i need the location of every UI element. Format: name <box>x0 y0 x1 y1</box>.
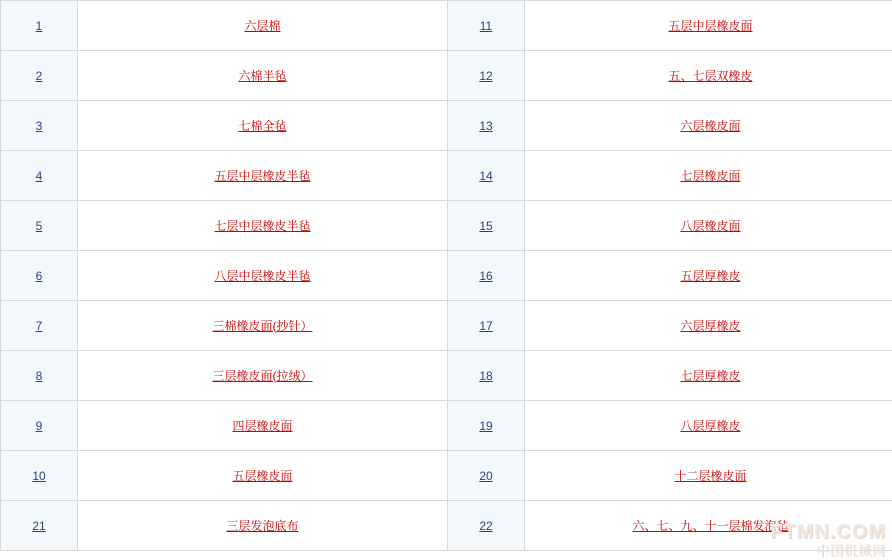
row-number-link[interactable]: 7 <box>35 318 43 333</box>
product-name-link[interactable]: 三层橡皮面(拉绒） <box>212 368 313 383</box>
product-name-link[interactable]: 五、七层双橡皮 <box>668 68 753 83</box>
product-name-link[interactable]: 七层中层橡皮半毡 <box>214 218 311 233</box>
row-number-link[interactable]: 2 <box>35 68 43 83</box>
row-number-link[interactable]: 12 <box>479 68 493 83</box>
watermark-site-name: 中国机械网 <box>815 543 886 558</box>
row-number-cell[interactable] <box>1 51 78 101</box>
product-name-link[interactable]: 六层橡皮面 <box>680 118 741 133</box>
row-number-link[interactable]: 14 <box>479 168 493 183</box>
product-name-link[interactable]: 十二层橡皮面 <box>674 468 747 483</box>
product-name-link[interactable]: 五层橡皮面 <box>232 468 293 483</box>
row-number-cell[interactable] <box>1 301 78 351</box>
row-name-cell[interactable] <box>78 1 448 51</box>
row-number-cell[interactable] <box>1 351 78 401</box>
row-number-cell[interactable] <box>1 101 78 151</box>
table-row <box>1 501 892 551</box>
product-name-link[interactable]: 五层厚橡皮 <box>680 268 741 283</box>
row-number-cell[interactable] <box>448 101 525 151</box>
row-name-cell[interactable] <box>78 451 448 501</box>
row-number-cell[interactable] <box>448 351 525 401</box>
row-name-cell[interactable] <box>525 351 892 401</box>
row-number-link[interactable]: 20 <box>479 468 493 483</box>
row-number-link[interactable]: 1 <box>35 18 43 33</box>
table-row <box>1 201 892 251</box>
product-name-link[interactable]: 六棉半毡 <box>238 68 287 83</box>
table-row <box>1 51 892 101</box>
row-number-cell[interactable] <box>1 451 78 501</box>
row-number-link[interactable]: 6 <box>35 268 43 283</box>
product-name-link[interactable]: 六、七、九、十一层棉发泡毡 <box>632 518 789 533</box>
row-name-cell[interactable] <box>78 101 448 151</box>
product-name-link[interactable]: 七层橡皮面 <box>680 168 741 183</box>
table-row <box>1 351 892 401</box>
table-row <box>1 451 892 501</box>
row-name-cell[interactable] <box>78 401 448 451</box>
row-number-cell[interactable] <box>1 401 78 451</box>
product-name-link[interactable]: 七层厚橡皮 <box>680 368 741 383</box>
table-row <box>1 301 892 351</box>
product-name-link[interactable]: 七棉全毡 <box>238 118 287 133</box>
row-number-link[interactable]: 15 <box>479 218 493 233</box>
row-number-link[interactable]: 11 <box>479 18 493 33</box>
row-name-cell[interactable] <box>525 451 892 501</box>
row-name-cell[interactable] <box>525 1 892 51</box>
row-number-link[interactable]: 9 <box>35 418 43 433</box>
table-row <box>1 1 892 51</box>
row-number-cell[interactable] <box>448 201 525 251</box>
row-number-link[interactable]: 10 <box>32 468 46 483</box>
table-row <box>1 101 892 151</box>
row-number-link[interactable]: 21 <box>32 518 46 533</box>
row-name-cell[interactable] <box>78 301 448 351</box>
table-row <box>1 151 892 201</box>
row-number-cell[interactable] <box>1 151 78 201</box>
row-name-cell[interactable] <box>525 151 892 201</box>
table-row <box>1 251 892 301</box>
row-name-cell[interactable] <box>525 401 892 451</box>
row-number-cell[interactable] <box>448 401 525 451</box>
row-number-link[interactable]: 22 <box>479 518 493 533</box>
row-number-cell[interactable] <box>448 1 525 51</box>
row-number-cell[interactable] <box>1 1 78 51</box>
row-name-cell[interactable] <box>525 201 892 251</box>
row-name-cell[interactable] <box>525 301 892 351</box>
row-number-link[interactable]: 16 <box>479 268 493 283</box>
row-name-cell[interactable] <box>525 251 892 301</box>
row-number-cell[interactable] <box>1 501 78 551</box>
row-name-cell[interactable] <box>78 151 448 201</box>
row-number-cell[interactable] <box>448 251 525 301</box>
row-number-link[interactable]: 17 <box>479 318 493 333</box>
product-name-link[interactable]: 八层中层橡皮半毡 <box>214 268 311 283</box>
row-name-cell[interactable] <box>525 501 892 551</box>
product-name-link[interactable]: 三棉橡皮面(抄针） <box>212 318 313 333</box>
row-number-link[interactable]: 3 <box>35 118 43 133</box>
row-name-cell[interactable] <box>525 101 892 151</box>
row-number-cell[interactable] <box>448 151 525 201</box>
table-body <box>1 1 892 551</box>
row-number-cell[interactable] <box>448 301 525 351</box>
product-name-link[interactable]: 三层发泡底布 <box>226 518 299 533</box>
row-number-cell[interactable] <box>448 51 525 101</box>
row-number-link[interactable]: 8 <box>35 368 43 383</box>
row-number-link[interactable]: 13 <box>479 118 493 133</box>
row-name-cell[interactable] <box>78 51 448 101</box>
row-number-cell[interactable] <box>1 201 78 251</box>
product-name-link[interactable]: 四层橡皮面 <box>232 418 293 433</box>
product-name-link[interactable]: 五层中层橡皮面 <box>668 18 753 33</box>
row-number-cell[interactable] <box>1 251 78 301</box>
row-number-cell[interactable] <box>448 501 525 551</box>
table-row <box>1 401 892 451</box>
row-name-cell[interactable] <box>78 501 448 551</box>
row-number-link[interactable]: 5 <box>35 218 43 233</box>
row-number-link[interactable]: 19 <box>479 418 493 433</box>
row-name-cell[interactable] <box>78 201 448 251</box>
row-number-link[interactable]: 18 <box>479 368 493 383</box>
product-name-link[interactable]: 六层棉 <box>244 18 281 33</box>
row-name-cell[interactable] <box>78 251 448 301</box>
row-name-cell[interactable] <box>525 51 892 101</box>
product-name-link[interactable]: 八层厚橡皮 <box>680 418 741 433</box>
product-name-link[interactable]: 六层厚橡皮 <box>680 318 741 333</box>
product-name-link[interactable]: 五层中层橡皮半毡 <box>214 168 311 183</box>
row-name-cell[interactable] <box>78 351 448 401</box>
watermark-domain: FTMN.COM <box>770 521 886 543</box>
product-name-link[interactable]: 八层橡皮面 <box>680 218 741 233</box>
row-number-cell[interactable] <box>448 451 525 501</box>
row-number-link[interactable]: 4 <box>35 168 43 183</box>
